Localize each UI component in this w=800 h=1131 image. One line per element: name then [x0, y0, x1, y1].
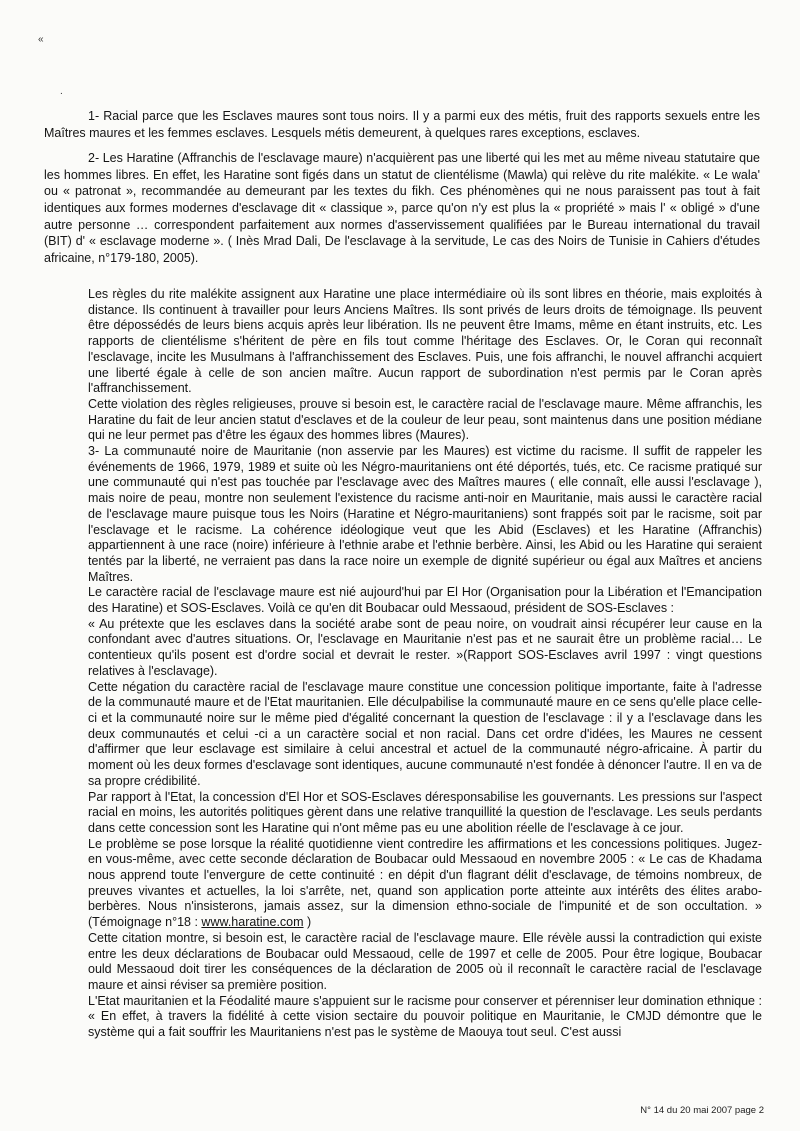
- paragraph: Par rapport à l'Etat, la concession d'El Hor et SOS-Esclaves déresponsabilise les gouvernants. Les pressions sur l'aspect racial en moins, les autorités politiques gèrent dans une relative tranquillité la question de l'esclavage. Les seuls perdants dans cette concession sont les Haratine qui n'ont même pas eu une abolition réelle de l'esclavage à ce jour.: [88, 789, 762, 835]
- scan-mark: .: [60, 86, 63, 97]
- paragraph: Le caractère racial de l'esclavage maure est nié aujourd'hui par El Hor (Organisation pour la Libération et l'Emancipation des Haratine) et SOS-Esclaves. Voilà ce qu'en dit Boubacar ould Messaoud, président de SOS-Esclaves :: [88, 585, 762, 616]
- paragraph: Cette violation des règles religieuses, prouve si besoin est, le caractère racial de l'esclavage maure. Même affranchis, les Haratine du fait de leur ancien statut d'esclaves et de la couleur de leur peau, sont maintenus dans une position médiane qui ne leur permet pas d'être les égaux des hommes libres (Maures).: [88, 396, 762, 443]
- paragraph: [88, 837, 762, 931]
- paragraph: Les règles du rite malékite assignent aux Haratine une place intermédiaire où ils sont libres en théorie, mais exploités à distance. Ils continuent à travailler pour leurs Anciens Maîtres. Ils sont privés de leurs droits de témoignage. Ils peuvent être dépossédés de leurs biens acquis après leur libération. Ils ne peuvent être Imams, même en étant instruits, etc. Les rapports de clientélisme s'héritent de père en fils tout comme l'héritage des Esclaves. Or, le Coran qui reconnaît l'esclavage, incite les Musulmans à l'affranchissement des Esclaves. Puis, une fois affranchi, le nouvel affranchi acquiert une liberté égale à celle de son ancien maître. Aucun rapport de subordination n'est permis par le Coran après l'affranchissement.: [88, 287, 762, 396]
- scan-mark: «: [38, 34, 44, 45]
- top-section: [44, 108, 760, 275]
- main-section: [88, 287, 762, 1041]
- paragraph: 2- Les Haratine (Affranchis de l'esclavage maure) n'acquièrent pas une liberté qui les met au même niveau statutaire que les hommes libres. En effet, les Haratine sont figés dans un statut de clientélisme (Mawla) qui relève du rite malékite. « Le wala' ou « patronat », recommandée au demeurant par les textes du fikh. Ces phénomènes qui ne nous paraissent pas tout à fait identiques aux formes modernes d'esclavage dit « classique », parce qu'on n'y est plus la « propriété » mais l' « obligé » d'une autre personne … correspondent parfaitement aux normes d'asservissement qualifiées par le Bureau international du travail (BIT) d' « esclavage moderne ». ( Inès Mrad Dali, De l'esclavage à la servitude, Le cas des Noirs de Tunisie in Cahiers d'études africaine, n°179-180, 2005).: [44, 151, 760, 265]
- paragraph: 3- La communauté noire de Mauritanie (non asservie par les Maures) est victime du racisme. Il suffit de rappeler les événements de 1966, 1979, 1989 et suite où les Négro-mauritaniens ont été déportés, tués, etc. Ce racisme pratiqué sur une communauté qui n'est pas touchée par l'esclavage avec des Maîtres maures ( elle connaît, elle aussi l'esclavage ), mais noire de peau, montre non seulement l'existence du racisme anti-noir en Mauritanie, mais aussi le caractère racial de l'esclavage maure puisque tous les Noirs (Haratine et Négro-mauritaniens) sont frappés soit par le racisme, soit par l'esclavage et le racisme. La cohérence idéologique veut que les Abid (Esclaves) et les Haratine (Affranchis) appartiennent à une race (noire) inférieure à l'ethnie arabe et l'ethnie berbère. Ainsi, les Abid ou les Haratine qui seraient tentés par la liberté, ne verraient pas dans la race noire un exemple de dignité supérieur ou égal aux Maîtres et anciens Maîtres.: [88, 444, 762, 584]
- page-footer: N° 14 du 20 mai 2007 page 2: [640, 1105, 764, 1116]
- paragraph: Cette négation du caractère racial de l'esclavage maure constitue une concession politique importante, faite à l'adresse de la communauté maure et de l'Etat mauritanien. Elle déculpabilise la communauté maure en ce sens qu'elle place celle-ci et la communauté noire sur le même pied d'égalité concernant la question de l'esclavage : il y a l'esclavage dans les deux communautés et celui -ci a un caractère social et non racial. Dans cet ordre d'idées, les Maures ne cessent d'affirmer que leur esclavage est similaire à celui ancestral et actuel de la communauté négro-africaine. À partir du moment où les deux formes d'esclavage sont identiques, aucune communauté n'est fondée à dénoncer l'autre. Il en va de sa propre crédibilité.: [88, 679, 762, 788]
- paragraph: L'Etat mauritanien et la Féodalité maure s'appuient sur le racisme pour conserver et pérenniser leur domination ethnique : « En effet, à travers la fidélité à cette vision sectaire du pouvoir politique en Mauritanie, le CMJD démontre que le système qui a fait souffrir les Mauritaniens n'est pas le système de Maouya tout seul. C'est aussi: [88, 993, 762, 1040]
- paragraph-text: Le problème se pose lorsque la réalité quotidienne vient contredire les affirmations et les concessions politiques. Jugez-en vous-même, avec cette seconde déclaration de Boubacar ould Messaoud en novembre 2005 : « Le cas de Khadama nous apprend toute l'envergure de cette continuité : en dépit d'un flagrant délit d'esclavage, de témoins nombreux, de preuves vivantes et actuelles, la loi s'arrête, net, quand son application porte atteinte aux intérêts des élites arabo-berbères. Nous n'insisterons, jamais assez, sur la dimension ethno-sociale de l'impunité et de son occultation. » (Témoignage n°18 :: [88, 836, 762, 930]
- paragraph: Cette citation montre, si besoin est, le caractère racial de l'esclavage maure. Elle révèle aussi la contradiction qui existe entre les deux déclarations de Boubacar ould Messaoud, celle de 1997 et celle de 2005. Pour être logique, Boubacar ould Messaoud doit tirer les conséquences de la déclaration de 2005 où il reconnaît le caractère racial de l'esclavage maure et ainsi réviser sa première position.: [88, 930, 762, 992]
- quote-paragraph: « Au prétexte que les esclaves dans la société arabe sont de peau noire, on voudrait ainsi récupérer leur cause en la confondant avec d'autres situations. Or, l'esclavage en Mauritanie n'est pas et ne saurait être un problème racial… Le contentieux qu'ils posent est d'ordre social et devrait le rester. »(Rapport SOS-Esclaves avril 1997 : vingt questions relatives à l'esclavage).: [88, 616, 762, 678]
- paragraph-end: ): [303, 915, 312, 930]
- website-link[interactable]: www.haratine.com: [201, 915, 304, 930]
- paragraph: 1- Racial parce que les Esclaves maures sont tous noirs. Il y a parmi eux des métis, fruit des rapports sexuels entre les Maîtres maures et les femmes esclaves. Lesquels métis demeurent, à quelques rares exceptions, esclaves.: [44, 109, 760, 140]
